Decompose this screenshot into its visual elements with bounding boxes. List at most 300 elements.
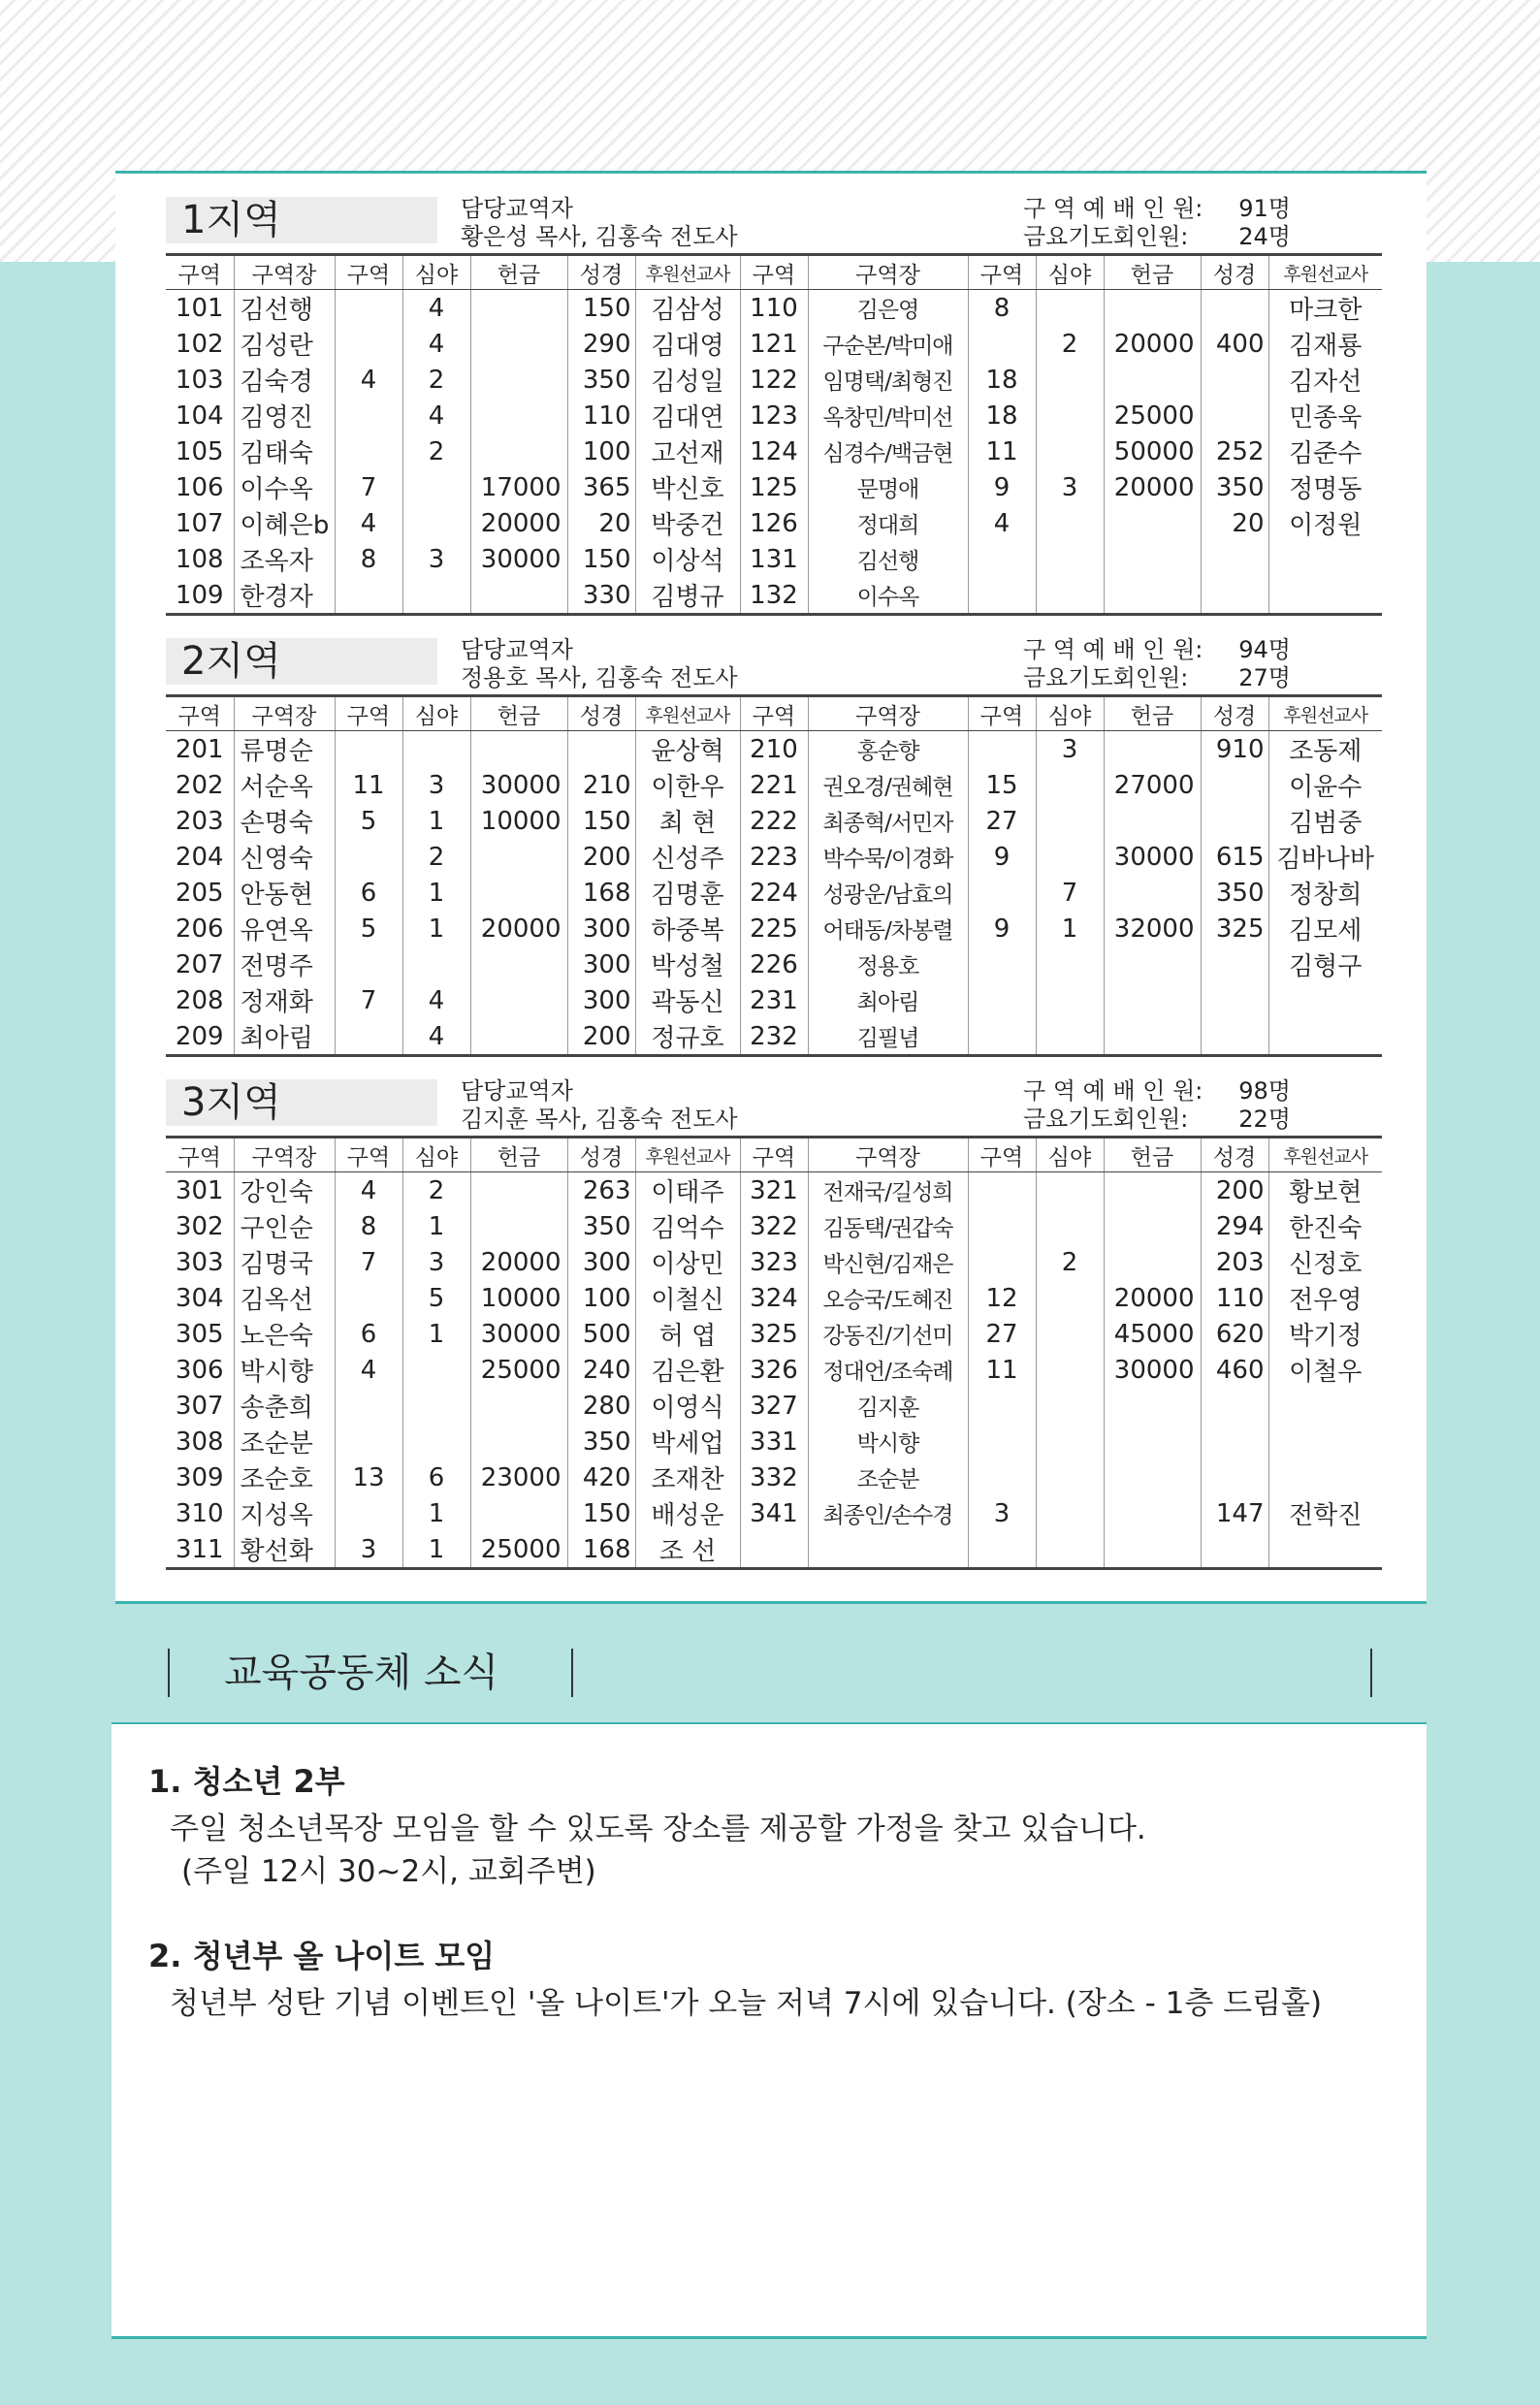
- table-cell: 이수옥: [234, 469, 335, 505]
- column-header: 심야: [1036, 255, 1104, 290]
- table-cell: [968, 1388, 1036, 1424]
- table-cell: 100: [567, 1280, 635, 1316]
- table-cell: 226: [740, 946, 808, 982]
- table-cell: 400: [1201, 326, 1268, 362]
- table-cell: [1201, 290, 1268, 327]
- column-header: 후원선교사: [635, 1138, 740, 1172]
- news-item-title: 2. 청년부 올 나이트 모임: [148, 1938, 496, 1974]
- table-cell: [470, 982, 567, 1018]
- table-cell: [1036, 362, 1104, 398]
- column-header: 후원선교사: [1268, 255, 1382, 290]
- table-row: [166, 803, 1382, 839]
- table-cell: [1036, 1531, 1104, 1569]
- table-cell: [402, 1352, 470, 1388]
- table-cell: [1104, 362, 1201, 398]
- table-cell: 302: [175, 1211, 224, 1241]
- column-header: 구역: [740, 255, 808, 290]
- table-cell: [968, 875, 1036, 911]
- table-cell: 207: [175, 949, 224, 979]
- table-cell: 204: [175, 842, 224, 872]
- table-row: [166, 326, 1382, 362]
- table-cell: 350: [1201, 469, 1268, 505]
- table-cell: 김선행: [234, 290, 335, 327]
- table-cell: 23000: [470, 1459, 567, 1495]
- table-cell: 310: [175, 1498, 224, 1528]
- table-cell: 신영숙: [234, 839, 335, 875]
- prayer-count: 24명: [1238, 223, 1291, 250]
- table-cell: 8: [335, 1208, 402, 1244]
- table-cell: 326: [740, 1352, 808, 1388]
- region-staff: [461, 1077, 738, 1134]
- table-cell: 110: [1201, 1280, 1268, 1316]
- table-row: [166, 505, 1382, 541]
- table-row: [166, 1352, 1382, 1388]
- table-cell: [335, 326, 402, 362]
- table-cell: 김명국: [234, 1244, 335, 1280]
- table-cell: 김동택/권갑숙: [808, 1208, 968, 1244]
- table-cell: 4: [402, 1018, 470, 1056]
- table-row: [166, 398, 1382, 433]
- table-cell: [402, 469, 470, 505]
- table-cell: 박시향: [808, 1424, 968, 1459]
- table-cell: 20: [1201, 505, 1268, 541]
- table-cell: [470, 577, 567, 615]
- column-header: 심야: [1036, 1138, 1104, 1172]
- table-cell: 30000: [470, 767, 567, 803]
- column-header: 구역: [335, 696, 402, 731]
- table-cell: 280: [567, 1388, 635, 1424]
- column-header: 성경: [1201, 696, 1268, 731]
- table-cell: 6: [335, 1316, 402, 1352]
- table-cell: 조순분: [234, 1424, 335, 1459]
- table-cell: 304: [175, 1283, 224, 1313]
- news-item-line: 주일 청소년목장 모임을 할 수 있도록 장소를 제공할 가정을 찾고 있습니다.: [170, 1812, 1146, 1846]
- table-cell: 311: [175, 1534, 224, 1564]
- table-cell: 4: [402, 398, 470, 433]
- table-cell: 김형구: [1268, 946, 1382, 982]
- table-cell: 224: [740, 875, 808, 911]
- table-cell: [1201, 577, 1268, 615]
- table-cell: [1036, 946, 1104, 982]
- column-header: 후원선교사: [635, 696, 740, 731]
- table-cell: [1268, 1018, 1382, 1056]
- table-cell: 최아림: [808, 982, 968, 1018]
- column-header: 구역: [166, 1138, 234, 1172]
- column-header: 구역장: [234, 1138, 335, 1172]
- table-cell: 205: [175, 878, 224, 908]
- region-table: [166, 1136, 1382, 1570]
- table-cell: 303: [175, 1247, 224, 1277]
- table-cell: [335, 398, 402, 433]
- table-cell: 121: [740, 326, 808, 362]
- table-cell: [1201, 1424, 1268, 1459]
- table-cell: [335, 1388, 402, 1424]
- table-cell: 109: [175, 580, 224, 610]
- table-cell: [968, 1208, 1036, 1244]
- region-table: [166, 253, 1382, 616]
- table-cell: [968, 1424, 1036, 1459]
- table-cell: 1: [402, 875, 470, 911]
- table-cell: 3: [968, 1495, 1036, 1531]
- table-cell: 3: [402, 767, 470, 803]
- table-cell: 331: [740, 1424, 808, 1459]
- table-cell: [1268, 1388, 1382, 1424]
- table-cell: [1201, 398, 1268, 433]
- table-cell: [1036, 1388, 1104, 1424]
- table-row: [166, 1018, 1382, 1056]
- table-cell: 25000: [470, 1352, 567, 1388]
- table-cell: [470, 398, 567, 433]
- table-cell: [1104, 803, 1201, 839]
- table-cell: 12: [968, 1280, 1036, 1316]
- table-cell: 106: [175, 472, 224, 502]
- worship-count: 91명: [1238, 195, 1291, 222]
- table-cell: [1201, 362, 1268, 398]
- table-cell: 4: [402, 290, 470, 327]
- table-cell: [335, 1280, 402, 1316]
- table-cell: [1104, 1244, 1201, 1280]
- table-cell: [1104, 946, 1201, 982]
- table-cell: 7: [335, 469, 402, 505]
- staff-names: 황은성 목사, 김홍숙 전도사: [461, 223, 738, 250]
- table-cell: 홍순향: [808, 731, 968, 768]
- table-header-row: [166, 1138, 1382, 1172]
- table-cell: 김범중: [1268, 803, 1382, 839]
- table-cell: [1104, 1531, 1201, 1569]
- table-cell: 20000: [1104, 1280, 1201, 1316]
- table-cell: 125: [740, 469, 808, 505]
- table-cell: 최종인/손수경: [808, 1495, 968, 1531]
- table-cell: 332: [740, 1459, 808, 1495]
- table-cell: [1201, 541, 1268, 577]
- table-cell: 이한우: [635, 767, 740, 803]
- table-cell: 1: [402, 803, 470, 839]
- table-cell: [470, 1424, 567, 1459]
- table-cell: 이정원: [1268, 505, 1382, 541]
- table-cell: 강인숙: [234, 1172, 335, 1209]
- table-cell: 168: [567, 875, 635, 911]
- table-cell: [1036, 1352, 1104, 1388]
- table-row: [166, 1495, 1382, 1531]
- column-header: 헌금: [470, 1138, 567, 1172]
- table-cell: 4: [335, 505, 402, 541]
- table-row: [166, 469, 1382, 505]
- table-cell: 김대영: [635, 326, 740, 362]
- table-cell: 101: [175, 293, 224, 323]
- table-cell: 350: [567, 1424, 635, 1459]
- table-cell: 3: [1036, 469, 1104, 505]
- table-cell: [968, 1018, 1036, 1056]
- table-cell: 615: [1201, 839, 1268, 875]
- table-cell: 206: [175, 914, 224, 944]
- table-cell: 27: [968, 1316, 1036, 1352]
- table-cell: 222: [740, 803, 808, 839]
- table-row: [166, 1172, 1382, 1209]
- table-cell: 7: [335, 982, 402, 1018]
- table-row: [166, 362, 1382, 398]
- table-cell: 306: [175, 1355, 224, 1385]
- table-cell: [1036, 1208, 1104, 1244]
- table-cell: 곽동신: [635, 982, 740, 1018]
- table-cell: 4: [968, 505, 1036, 541]
- table-cell: 조동제: [1268, 731, 1382, 768]
- table-cell: [968, 982, 1036, 1018]
- staff-names: 정용호 목사, 김홍숙 전도사: [461, 664, 738, 691]
- table-cell: 200: [567, 1018, 635, 1056]
- table-cell: 박신현/김재은: [808, 1244, 968, 1280]
- table-cell: 252: [1201, 433, 1268, 469]
- table-cell: 민종욱: [1268, 398, 1382, 433]
- table-cell: 7: [335, 1244, 402, 1280]
- table-cell: 910: [1201, 731, 1268, 768]
- table-cell: 이윤수: [1268, 767, 1382, 803]
- table-cell: [1036, 541, 1104, 577]
- table-cell: [808, 1531, 968, 1569]
- table-cell: 201: [175, 734, 224, 764]
- table-cell: 10000: [470, 1280, 567, 1316]
- table-cell: [1268, 541, 1382, 577]
- table-cell: 3: [1036, 731, 1104, 768]
- table-row: [166, 541, 1382, 577]
- table-cell: 김영진: [234, 398, 335, 433]
- table-cell: 8: [968, 290, 1036, 327]
- table-cell: 김억수: [635, 1208, 740, 1244]
- table-cell: 조순호: [234, 1459, 335, 1495]
- table-cell: 102: [175, 329, 224, 359]
- column-header: 심야: [1036, 696, 1104, 731]
- prayer-count-label: 금요기도회인원:: [1023, 664, 1189, 691]
- table-cell: 안동현: [234, 875, 335, 911]
- region-title: 3지역: [166, 1079, 437, 1126]
- table-cell: [335, 946, 402, 982]
- table-cell: [335, 290, 402, 327]
- table-cell: 1: [402, 1531, 470, 1569]
- table-cell: [402, 946, 470, 982]
- table-cell: 김성란: [234, 326, 335, 362]
- table-cell: 하중복: [635, 911, 740, 946]
- table-cell: 350: [567, 1208, 635, 1244]
- column-header: 후원선교사: [635, 255, 740, 290]
- table-cell: 108: [175, 544, 224, 574]
- table-cell: 전재국/길성희: [808, 1172, 968, 1209]
- table-cell: [1104, 1172, 1201, 1209]
- table-cell: [1036, 803, 1104, 839]
- table-cell: 허 엽: [635, 1316, 740, 1352]
- table-cell: 마크한: [1268, 290, 1382, 327]
- table-cell: 문명애: [808, 469, 968, 505]
- table-cell: 박성철: [635, 946, 740, 982]
- table-cell: 김바나바: [1268, 839, 1382, 875]
- table-cell: 150: [567, 541, 635, 577]
- column-header: 구역장: [234, 696, 335, 731]
- table-cell: 324: [740, 1280, 808, 1316]
- table-cell: 221: [740, 767, 808, 803]
- table-header-row: [166, 255, 1382, 290]
- table-cell: 27000: [1104, 767, 1201, 803]
- table-cell: [1268, 1531, 1382, 1569]
- table-cell: [1036, 398, 1104, 433]
- table-cell: 박세업: [635, 1424, 740, 1459]
- table-cell: [1104, 982, 1201, 1018]
- region-block: [166, 615, 1382, 1057]
- table-cell: 309: [175, 1462, 224, 1492]
- table-cell: 9: [968, 839, 1036, 875]
- table-cell: 168: [567, 1531, 635, 1569]
- staff-label: 담당교역자: [461, 195, 573, 222]
- column-header: 헌금: [470, 696, 567, 731]
- region-title: 2지역: [166, 638, 437, 685]
- table-cell: 294: [1201, 1208, 1268, 1244]
- table-cell: 105: [175, 436, 224, 466]
- table-cell: 5: [335, 803, 402, 839]
- table-cell: 104: [175, 401, 224, 431]
- news-item-line: (주일 12시 30~2시, 교회주변): [181, 1854, 596, 1889]
- table-row: [166, 577, 1382, 615]
- table-cell: 손명숙: [234, 803, 335, 839]
- table-cell: 350: [1201, 875, 1268, 911]
- table-cell: 301: [175, 1175, 224, 1205]
- table-cell: 323: [740, 1244, 808, 1280]
- table-cell: 김지훈: [808, 1388, 968, 1424]
- table-cell: 전학진: [1268, 1495, 1382, 1531]
- header-bar-right: [1370, 1649, 1372, 1697]
- table-cell: 20000: [470, 911, 567, 946]
- table-cell: 오승국/도혜진: [808, 1280, 968, 1316]
- region-staff: [461, 636, 738, 692]
- table-cell: 300: [567, 911, 635, 946]
- table-row: [166, 1424, 1382, 1459]
- table-cell: 300: [567, 946, 635, 982]
- table-cell: [1036, 433, 1104, 469]
- table-cell: [1036, 1316, 1104, 1352]
- table-cell: 2: [402, 1172, 470, 1209]
- table-cell: 김준수: [1268, 433, 1382, 469]
- table-cell: 김은환: [635, 1352, 740, 1388]
- column-header: 성경: [567, 255, 635, 290]
- table-cell: 조 선: [635, 1531, 740, 1569]
- column-header: 성경: [1201, 1138, 1268, 1172]
- region-block: [166, 1056, 1382, 1570]
- column-header: 헌금: [1104, 255, 1201, 290]
- table-cell: 2: [1036, 326, 1104, 362]
- column-header: 구역: [740, 1138, 808, 1172]
- table-cell: 11: [968, 1352, 1036, 1388]
- table-cell: [1104, 290, 1201, 327]
- table-cell: 김삼성: [635, 290, 740, 327]
- table-cell: [1036, 1018, 1104, 1056]
- table-cell: 이혜은b: [234, 505, 335, 541]
- table-cell: [470, 362, 567, 398]
- table-cell: 147: [1201, 1495, 1268, 1531]
- table-cell: 20000: [470, 505, 567, 541]
- table-cell: 이상석: [635, 541, 740, 577]
- table-cell: 2: [402, 433, 470, 469]
- news-section-header: [115, 1629, 1427, 1711]
- table-cell: [470, 1388, 567, 1424]
- region-stats: [1023, 1077, 1291, 1134]
- table-cell: 210: [567, 767, 635, 803]
- column-header: 심야: [402, 696, 470, 731]
- table-cell: [335, 839, 402, 875]
- column-header: 심야: [402, 255, 470, 290]
- staff-label: 담당교역자: [461, 636, 573, 663]
- table-header-row: [166, 696, 1382, 731]
- prayer-count: 27명: [1238, 664, 1291, 691]
- table-cell: 1: [1036, 911, 1104, 946]
- table-cell: [1036, 1424, 1104, 1459]
- table-cell: [1201, 982, 1268, 1018]
- table-cell: 김성일: [635, 362, 740, 398]
- table-cell: [1036, 1280, 1104, 1316]
- table-cell: 232: [740, 1018, 808, 1056]
- table-cell: [968, 326, 1036, 362]
- table-cell: 고선재: [635, 433, 740, 469]
- table-cell: 103: [175, 365, 224, 395]
- header-bar-left: [168, 1649, 170, 1697]
- region-roster-sheet: [115, 171, 1427, 1604]
- table-cell: 307: [175, 1391, 224, 1421]
- region-header: [166, 1056, 1382, 1136]
- table-cell: 류명순: [234, 731, 335, 768]
- table-row: [166, 1280, 1382, 1316]
- table-row: [166, 946, 1382, 982]
- table-cell: [1201, 1459, 1268, 1495]
- table-cell: 지성옥: [234, 1495, 335, 1531]
- table-cell: 330: [567, 577, 635, 615]
- table-cell: 25000: [470, 1531, 567, 1569]
- table-cell: 노은숙: [234, 1316, 335, 1352]
- news-panel: [112, 1722, 1427, 2339]
- table-cell: 223: [740, 839, 808, 875]
- table-cell: [968, 1531, 1036, 1569]
- table-cell: 정대언/조숙례: [808, 1352, 968, 1388]
- worship-count: 98명: [1238, 1077, 1291, 1105]
- table-cell: 박신호: [635, 469, 740, 505]
- table-cell: 한경자: [234, 577, 335, 615]
- column-header: 구역: [740, 696, 808, 731]
- table-cell: 9: [968, 469, 1036, 505]
- table-cell: 1: [402, 1208, 470, 1244]
- table-cell: 심경수/백금현: [808, 433, 968, 469]
- table-cell: 옥창민/박미선: [808, 398, 968, 433]
- table-cell: 6: [402, 1459, 470, 1495]
- column-header: 헌금: [1104, 1138, 1201, 1172]
- column-header: 구역: [335, 255, 402, 290]
- table-cell: 322: [740, 1208, 808, 1244]
- table-cell: [1104, 1424, 1201, 1459]
- table-cell: 김필념: [808, 1018, 968, 1056]
- table-cell: 성광운/남효의: [808, 875, 968, 911]
- table-cell: [470, 433, 567, 469]
- table-cell: 500: [567, 1316, 635, 1352]
- table-cell: 구순본/박미애: [808, 326, 968, 362]
- table-row: [166, 1388, 1382, 1424]
- table-cell: 126: [740, 505, 808, 541]
- table-cell: 4: [402, 982, 470, 1018]
- table-cell: 150: [567, 1495, 635, 1531]
- column-header: 구역: [335, 1138, 402, 1172]
- table-cell: 신정호: [1268, 1244, 1382, 1280]
- table-cell: 107: [175, 508, 224, 538]
- table-cell: 최종혁/서민자: [808, 803, 968, 839]
- table-cell: 200: [567, 839, 635, 875]
- table-cell: [968, 577, 1036, 615]
- table-cell: 3: [402, 541, 470, 577]
- table-cell: [1104, 1495, 1201, 1531]
- table-cell: [402, 577, 470, 615]
- table-cell: 조재찬: [635, 1459, 740, 1495]
- table-cell: [1201, 767, 1268, 803]
